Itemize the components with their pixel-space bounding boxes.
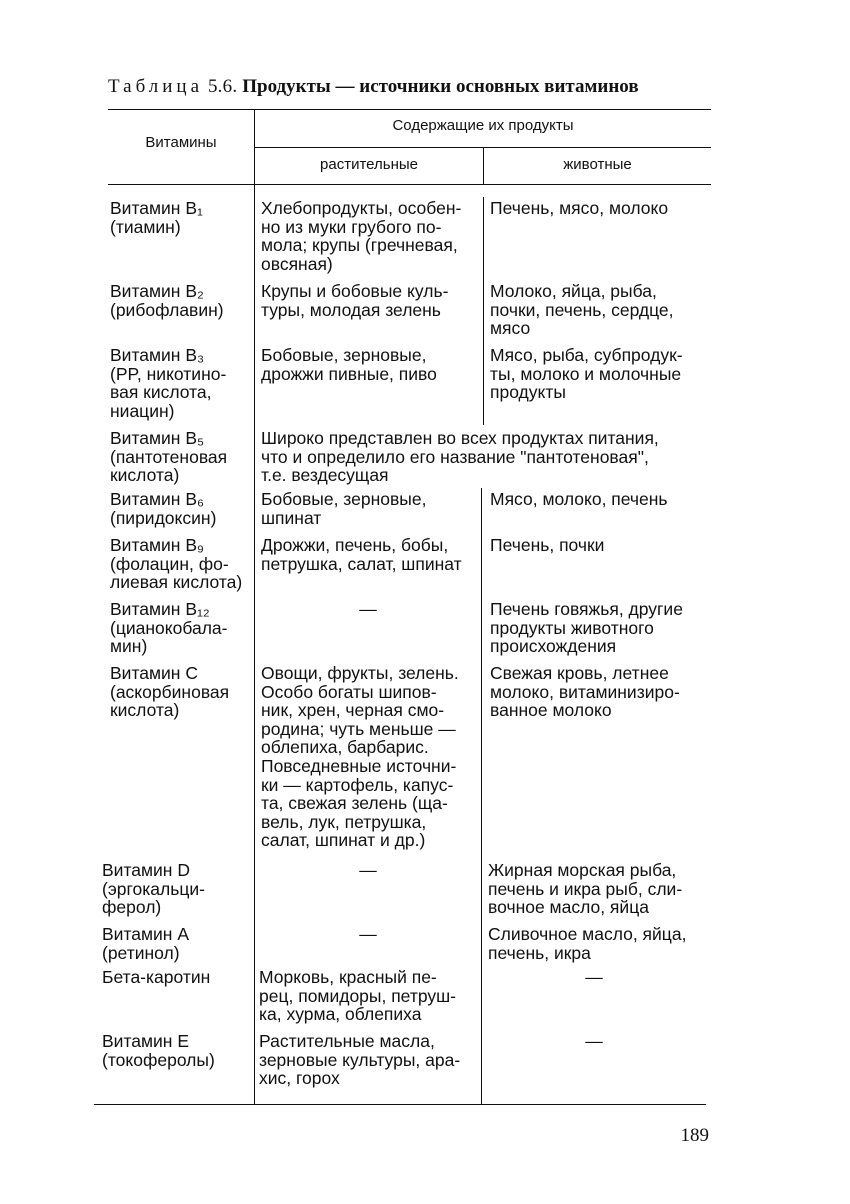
col2-divider-rule-b — [481, 488, 482, 1105]
plant-sources-cell: Хлебопродукты, особен- но из муки грубого по- мола; крупы (гречневая, овсяная) — [261, 198, 462, 274]
vitamin-cell: Витамин B₂ (рибофлавин) — [110, 281, 224, 320]
plant-sources-cell: Бобовые, зерновые, шпинат — [261, 489, 427, 528]
header-vitamins: Витамины — [145, 134, 217, 151]
col2-divider-rule-a — [483, 197, 484, 425]
animal-sources-cell: — — [585, 1031, 603, 1051]
plant-sources-cell: — — [359, 924, 377, 944]
table-bottom-rule — [94, 1104, 706, 1105]
plant-sources-cell: Овощи, фрукты, зелень. Особо богаты шипов- ник, хрен, черная смо- родина; чуть меньше — облепиха, барбарис. Повседневные источни- ки — картофель, капус- та, свежая зелень (ща- вель, лук, петрушка, салат, шпинат и др.) — [261, 663, 459, 851]
animal-sources-cell: Печень, почки — [490, 535, 605, 555]
vitamin-cell: Витамин B₅ (пантотеновая кислота) — [110, 428, 228, 486]
plant-sources-cell: Бобовые, зерновые, дрожжи пивные, пиво — [261, 345, 437, 384]
vitamin-cell: Витамин A (ретинол) — [102, 924, 190, 963]
plant-sources-cell: Крупы и бобовые куль- туры, молодая зелень — [261, 281, 449, 320]
plant-sources-cell: Морковь, красный пе- рец, помидоры, петруш- ка, хурма, облепиха — [259, 967, 457, 1025]
vitamin-cell: Витамин B₁₂ (цианокобала- мин) — [110, 599, 228, 657]
caption-label: Таблица — [108, 76, 204, 97]
animal-sources-cell: Свежая кровь, летнее молоко, витаминизиро- ванное молоко — [490, 663, 680, 721]
vitamin-cell: Витамин C (аскорбиновая кислота) — [110, 663, 230, 721]
header-bottom-rule — [108, 184, 711, 185]
plant-sources-cell: Дрожжи, печень, бобы, петрушка, салат, шпинат — [261, 535, 462, 574]
vitamin-cell: Витамин B₉ (фолацин, фо- лиевая кислота) — [110, 535, 243, 593]
table-top-rule — [108, 109, 711, 110]
page-number: 189 — [680, 1125, 709, 1146]
caption-title: Продукты — источники основных витаминов — [242, 76, 639, 97]
header-animal: животные — [563, 156, 632, 173]
all-sources-span-cell: Широко представлен во всех продуктах питания, что и определило его название "пантотеновая", т.е. вездесущая — [261, 428, 659, 486]
table-caption — [108, 76, 639, 98]
animal-sources-cell: Печень, мясо, молоко — [490, 198, 669, 218]
animal-sources-cell: Мясо, молоко, печень — [490, 489, 668, 509]
vitamin-cell: Бета-каротин — [102, 967, 211, 987]
animal-sources-cell: Мясо, рыба, субпродук- ты, молоко и молочные продукты — [490, 345, 683, 403]
vitamin-cell: Витамин B₁ (тиамин) — [110, 198, 203, 237]
header-products-group: Содержащие их продукты — [392, 117, 574, 134]
animal-sources-cell: Жирная морская рыба, печень и икра рыб, сли- вочное масло, яйца — [488, 860, 683, 918]
vitamin-cell: Витамин D (эргокальци- ферол) — [102, 860, 205, 918]
plant-sources-cell: — — [359, 599, 377, 619]
caption-number: 5.6. — [207, 76, 238, 97]
animal-sources-cell: Сливочное масло, яйца, печень, икра — [488, 924, 687, 963]
animal-sources-cell: Молоко, яйца, рыба, почки, печень, сердце, мясо — [490, 281, 674, 339]
animal-sources-cell: — — [585, 967, 603, 987]
vitamin-cell: Витамин B₆ (пиридоксин) — [110, 489, 217, 528]
plant-sources-cell: — — [359, 860, 377, 880]
vitamin-cell: Витамин B₃ (PP, никотино- вая кислота, ниацин) — [110, 345, 227, 421]
plant-sources-cell: Растительные масла, зерновые культуры, ара- хис, горох — [259, 1031, 461, 1089]
animal-sources-cell: Печень говяжья, другие продукты животного происхождения — [490, 599, 683, 657]
vitamin-cell: Витамин E (токоферолы) — [102, 1031, 215, 1070]
header-plant: растительные — [320, 156, 418, 173]
